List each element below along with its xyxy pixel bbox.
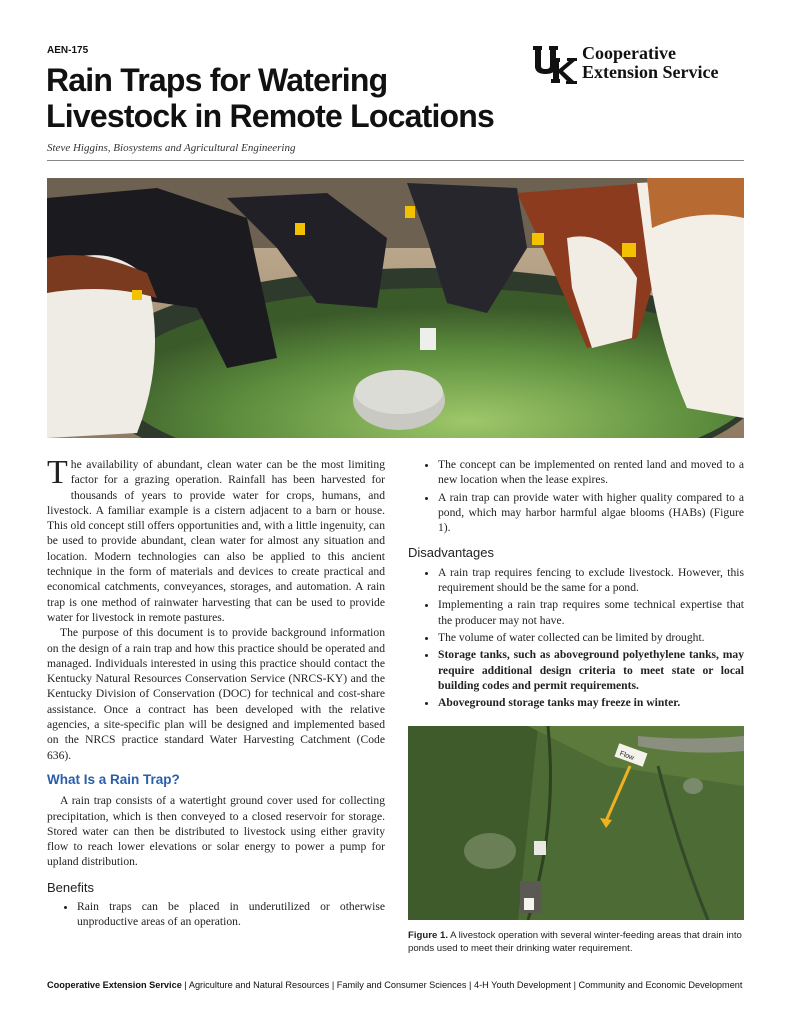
uk-logo-icon [532, 44, 578, 84]
benefits-heading: Benefits [47, 879, 94, 895]
disadvantages-heading: Disadvantages [408, 545, 494, 561]
benefits-list-continued [408, 457, 744, 535]
footer-separator: | [573, 980, 576, 990]
footer-separator: | [469, 980, 472, 990]
list-item: • Implementing a rain trap requires some technical expertise that the producer may not have. [438, 597, 744, 628]
extension-logo [532, 44, 747, 86]
footer-unit: Community and Economic Development [578, 980, 743, 990]
purpose-paragraph: The purpose of this document is to provide background information on the design of a rain trap and how this practice should be operated and managed. Individuals interested in using this practice should contact the Kentucky Natural Resources Conservation Service (NRCS-KY) and the Kentucky Division of Conservation (DOC) for technical and cost-share assistance. Once a contract has been developed with the relative agencies, a site-specific plan will be designed and implemented based on the NRCS practice standard Water Harvesting Catchment (Code 636). [47, 626, 385, 762]
flow-label: Flow [618, 750, 635, 762]
aerial-farm-photo [408, 726, 744, 920]
footer-unit: Family and Consumer Sciences [336, 980, 467, 990]
list-item: • A rain trap can provide water with higher quality compared to a pond, which may harbor harmful algae blooms (HABs) (Figure 1). [438, 490, 744, 536]
list-item: • Aboveground storage tanks may freeze in winter. [438, 695, 744, 710]
intro-paragraph [47, 454, 385, 625]
caption-text: A livestock operation with several winter-feeding areas that drain into ponds used to meet their drinking water requirement. [408, 930, 742, 954]
footer-bar [47, 980, 744, 990]
intro-text: he availability of abundant, clean water can be the most limiting factor for a grazing operation. Rainfall has been harvested for thousands of years to provide water for crops, humans, and livestock. A familiar example is a cistern adjacent to a barn or house. This old concept still offers opportunities and, with a little ingenuity, can be used to provide abundant, clean water for almost any situation and location. Modern technologies can also be applied to this ancient technique in the form of materials and devices to create practical and economical catchments, conveyances, storages, and automation. A rain trap is one method of rainwater harvesting that can be used to provide water for livestock in remote pastures. [47, 458, 385, 624]
list-item: • The volume of water collected can be limited by drought. [438, 630, 744, 645]
caption-label: Figure 1. [408, 930, 448, 941]
footer-org: Cooperative Extension Service [47, 980, 182, 990]
disadvantages-list [408, 565, 744, 711]
footer-unit: Agriculture and Natural Resources [188, 980, 330, 990]
header-divider [47, 160, 744, 161]
page-title [46, 62, 606, 134]
logo-line-2: Extension Service [582, 62, 719, 82]
figure-caption [408, 930, 744, 955]
document-id: AEN-175 [47, 45, 89, 56]
title-line-2: Livestock in Remote Locations [46, 98, 495, 134]
logo-text [582, 44, 719, 82]
benefits-list [47, 899, 385, 930]
footer-separator: | [331, 980, 335, 990]
list-item: • The concept can be implemented on rented land and moved to a new location when the lease expires. [438, 457, 744, 488]
list-item: • Rain traps can be placed in underutilized or otherwise unproductive areas of an operation. [77, 899, 385, 930]
title-line-1: Rain Traps for Watering [46, 62, 388, 98]
footer-unit: 4-H Youth Development [473, 980, 572, 990]
logo-line-1: Cooperative [582, 43, 676, 63]
section-heading-what-is: What Is a Rain Trap? [47, 771, 180, 787]
cattle-drinking-photo [47, 178, 744, 438]
right-column [408, 457, 744, 712]
author-line: Steve Higgins, Biosystems and Agricultural Engineering [47, 142, 296, 154]
list-item: • Storage tanks, such as aboveground polyethylene tanks, may require additional design criteria to meet state or local building codes and permit requirements. [438, 647, 744, 693]
footer-separator: | [184, 980, 187, 990]
left-column [47, 454, 385, 932]
list-item: • A rain trap requires fencing to exclude livestock. However, this requirement should be the same for a pond. [438, 565, 744, 596]
drop-cap: T [47, 454, 68, 491]
rain-trap-definition: A rain trap consists of a watertight ground cover used for collecting precipitation, which is then conveyed to a closed reservoir for storage. Stored water can then be distributed to livestock using either gravity flow to reach lower elevations or solar energy to power a pump for upland distribution. [47, 794, 385, 869]
